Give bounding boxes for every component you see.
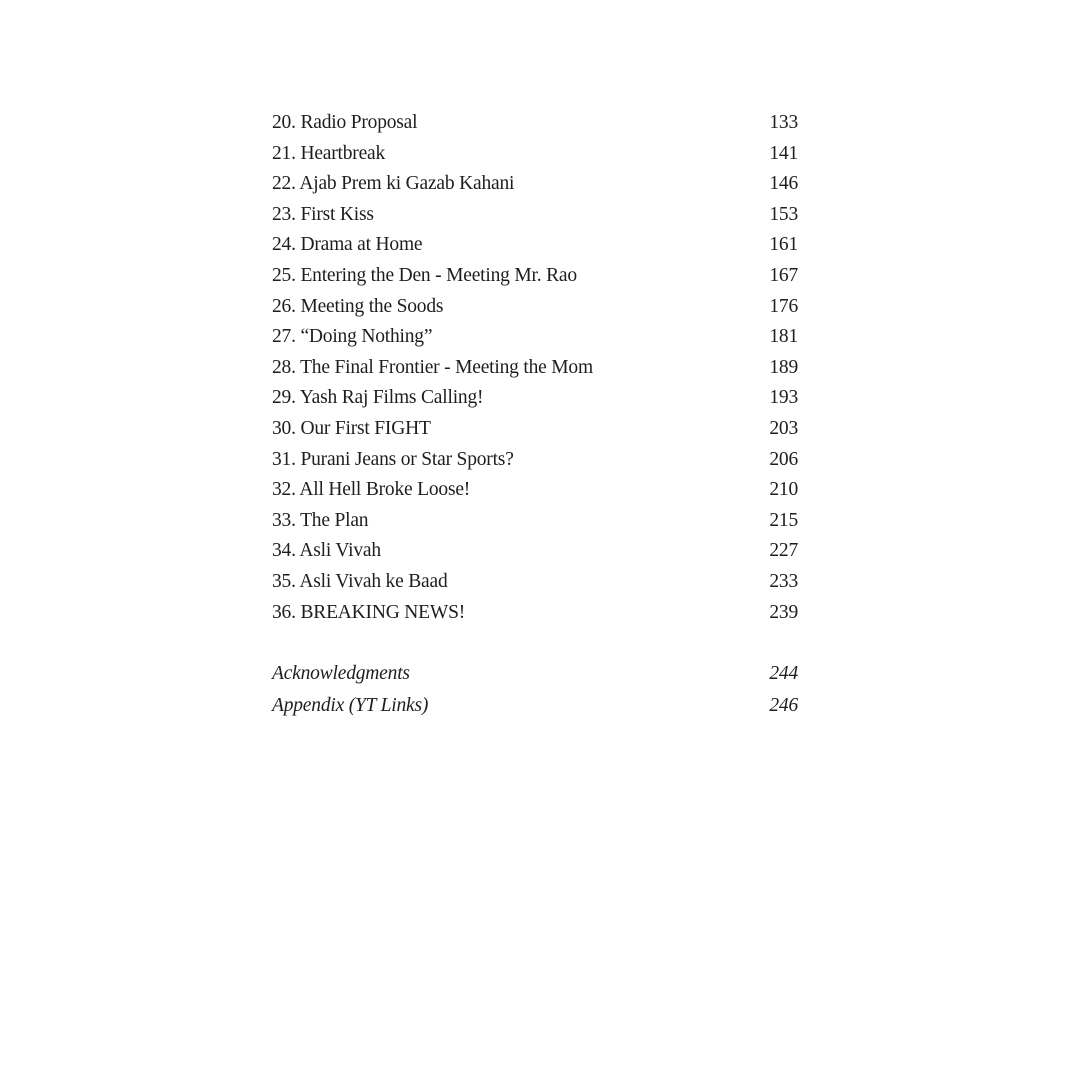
toc-row-chapter-29 <box>272 383 798 414</box>
toc-row-chapter-24 <box>272 230 798 261</box>
table-of-contents <box>272 108 798 721</box>
chapter-list <box>272 108 798 628</box>
chapter-title: 26. Meeting the Soods <box>272 295 444 317</box>
chapter-title: 21. Heartbreak <box>272 142 386 164</box>
chapter-page-number: 233 <box>769 570 798 592</box>
toc-row-acknowledgments <box>272 658 798 690</box>
toc-row-chapter-34 <box>272 536 798 567</box>
chapter-title: 20. Radio Proposal <box>272 112 418 133</box>
back-matter-list <box>272 658 798 721</box>
chapter-page-number: 153 <box>769 203 798 225</box>
chapter-title: 27. “Doing Nothing” <box>272 326 433 348</box>
toc-row-chapter-25 <box>272 261 798 292</box>
chapter-page-number: 189 <box>769 356 798 378</box>
chapter-page-number: 176 <box>769 295 798 317</box>
chapter-page-number: 203 <box>769 417 798 439</box>
toc-row-chapter-28 <box>272 353 798 384</box>
toc-row-chapter-23 <box>272 200 798 231</box>
chapter-title: 32. All Hell Broke Loose! <box>272 479 471 501</box>
back-matter-title: Appendix (YT Links) <box>272 694 429 716</box>
chapter-page-number: 206 <box>769 448 798 470</box>
chapter-page-number: 181 <box>769 326 798 348</box>
chapter-page-number: 193 <box>769 387 798 409</box>
chapter-title: 29. Yash Raj Films Calling! <box>272 387 484 409</box>
chapter-title: 30. Our First FIGHT <box>272 417 431 439</box>
toc-row-chapter-30 <box>272 414 798 445</box>
chapter-title: 34. Asli Vivah <box>272 540 381 562</box>
toc-row-chapter-21 <box>272 139 798 170</box>
chapter-page-number: 227 <box>769 540 798 562</box>
back-matter-page-number: 246 <box>769 694 798 716</box>
toc-row-chapter-20 <box>272 108 798 139</box>
chapter-title: 25. Entering the Den - Meeting Mr. Rao <box>272 264 577 286</box>
chapter-page-number: 141 <box>769 142 798 164</box>
chapter-title: 35. Asli Vivah ke Baad <box>272 570 448 592</box>
back-matter-title: Acknowledgments <box>272 663 410 685</box>
chapter-title: 31. Purani Jeans or Star Sports? <box>272 448 514 470</box>
chapter-title: 36. BREAKING NEWS! <box>272 601 466 623</box>
toc-row-appendix <box>272 690 798 722</box>
toc-row-chapter-27 <box>272 322 798 353</box>
chapter-page-number: 239 <box>769 601 798 623</box>
toc-row-chapter-36 <box>272 598 798 629</box>
chapter-page-number: 146 <box>769 173 798 195</box>
toc-row-chapter-35 <box>272 567 798 598</box>
toc-row-chapter-31 <box>272 445 798 476</box>
toc-row-chapter-26 <box>272 292 798 323</box>
toc-row-chapter-22 <box>272 169 798 200</box>
toc-row-chapter-33 <box>272 506 798 537</box>
chapter-title: 28. The Final Frontier - Meeting the Mom <box>272 356 593 378</box>
chapter-page-number: 215 <box>769 509 798 531</box>
chapter-title: 33. The Plan <box>272 509 369 531</box>
chapter-page-number: 133 <box>769 112 798 133</box>
chapter-page-number: 167 <box>769 264 798 286</box>
chapter-page-number: 161 <box>769 234 798 256</box>
chapter-page-number: 210 <box>769 479 798 501</box>
chapter-title: 22. Ajab Prem ki Gazab Kahani <box>272 173 515 195</box>
toc-row-chapter-32 <box>272 475 798 506</box>
chapter-title: 24. Drama at Home <box>272 234 423 256</box>
chapter-title: 23. First Kiss <box>272 203 374 225</box>
back-matter-page-number: 244 <box>769 663 798 685</box>
